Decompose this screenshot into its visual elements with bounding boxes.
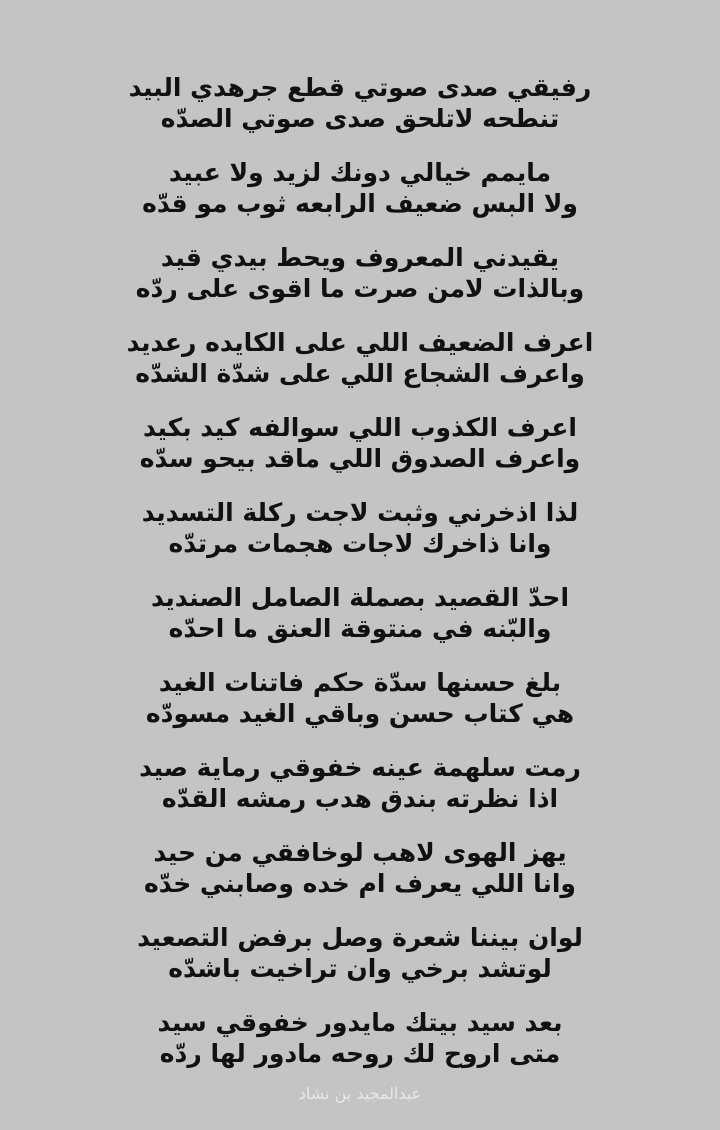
poem-line: لوتشد برخي وان تراخيت باشدّه [168, 954, 552, 983]
author-name: عبدالمجيد بن نشاد [298, 1084, 422, 1103]
stanza-1 [0, 72, 720, 134]
stanza-3 [0, 242, 720, 304]
poem-line: واعرف الصدوق اللي ماقد بيحو سدّه [139, 444, 581, 473]
poem-line: متى اروح لك روحه مادور لها ردّه [159, 1039, 561, 1068]
poem-line: واعرف الشجاع اللي على شدّة الشدّه [135, 359, 585, 388]
poem-line: بلغ حسنها سدّة حكم فاتنات الغيد [158, 668, 562, 697]
poem-line: بعد سيد بيتك مايدور خفوقي سيد [157, 1008, 563, 1037]
poem-line: هي كتاب حسن وباقي الغيد مسودّه [145, 699, 575, 728]
poem-line: تنطحه لاتلحق صدى صوتي الصدّه [160, 104, 560, 133]
poem-line: وانا اللي يعرف ام خده وصابني خدّه [144, 869, 576, 898]
stanza-12 [0, 1007, 720, 1069]
stanza-10 [0, 837, 720, 899]
poem-line: والبّنه في منتوقة العنق ما احدّه [168, 614, 552, 643]
stanza-8 [0, 667, 720, 729]
stanza-6 [0, 497, 720, 559]
stanza-2 [0, 157, 720, 219]
stanza-11 [0, 922, 720, 984]
poem-line: مايمم خيالي دونك لزيد ولا عبيد [168, 158, 552, 187]
poem-line: رفيقي صدى صوتي قطع جرهدي البيد [128, 73, 592, 102]
poem-line: احدّ القصيد بصملة الصامل الصنديد [150, 583, 570, 612]
poem-line: رمت سلهمة عينه خفوقي رماية صيد [139, 753, 581, 782]
poem-line: وبالذات لامن صرت ما اقوى على ردّه [135, 274, 585, 303]
stanza-9 [0, 752, 720, 814]
poem-line: اعرف الضعيف اللي على الكايده رعديد [126, 328, 594, 357]
poem-line: لذا اذخرني وثبت لاجت ركلة التسديد [141, 498, 579, 527]
stanza-4 [0, 327, 720, 389]
stanza-5 [0, 412, 720, 474]
poem-line: ولا البس ضعيف الرابعه ثوب مو قدّه [142, 189, 578, 218]
poem-line: اذا نظرته بندق هدب رمشه القدّه [161, 784, 559, 813]
poem-line: وانا ذاخرك لاجات هجمات مرتدّه [168, 529, 552, 558]
poem-line: يقيدني المعروف ويحط بيدي قيد [160, 243, 560, 272]
poem-line: لوان بيننا شعرة وصل برفض التصعيد [137, 923, 583, 952]
stanza-7 [0, 582, 720, 644]
poem-line: اعرف الكذوب اللي سوالفه كيد بكيد [143, 413, 577, 442]
poem-line: يهز الهوى لاهب لوخافقي من حيد [153, 838, 567, 867]
